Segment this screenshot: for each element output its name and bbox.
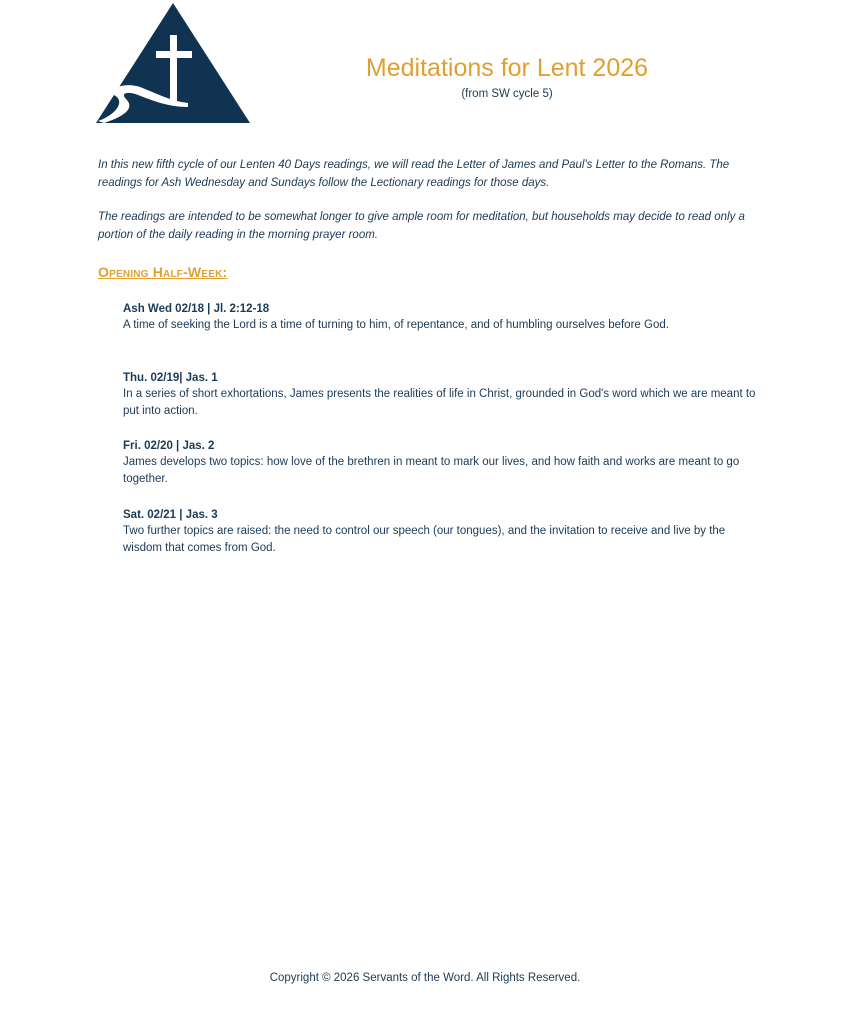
reading-description: James develops two topics: how love of the brethren in meant to mark our lives, and how faith and works are meant to go together. xyxy=(123,456,740,485)
reading-entry xyxy=(123,438,758,507)
page-title: Meditations for Lent 2026 xyxy=(365,54,649,82)
reading-entry xyxy=(123,301,758,370)
section-heading: Opening Half-Week: xyxy=(98,264,228,280)
reading-description: Two further topics are raised: the need to control our speech (our tongues), and the invitation to receive and live by the wisdom that comes from God. xyxy=(123,524,726,554)
page-subtitle: (from SW cycle 5) xyxy=(461,88,553,100)
reading-heading: Fri. 02/20 | Jas. 2 xyxy=(123,440,215,452)
reading-heading: Sat. 02/21 | Jas. 3 xyxy=(123,508,218,521)
reading-entry xyxy=(123,507,758,576)
reading-description: A time of seeking the Lord is a time of turning to him, of repentance, and of humbling ourselves before God. xyxy=(123,319,669,331)
intro-paragraph: In this new fifth cycle of our Lenten 40 Days readings, we will read the Letter of James and Paul's Letter to the Romans. The readings for Ash Wednesday and Sundays follow the Lectionary readings for those days. xyxy=(98,159,730,189)
reading-heading: Ash Wed 02/18 | Jl. 2:12-18 xyxy=(123,303,270,315)
reading-heading: Thu. 02/19| Jas. 1 xyxy=(123,371,218,384)
reading-list xyxy=(123,301,758,575)
intro-paragraph: The readings are intended to be somewhat longer to give ample room for meditation, but households may decide to read only a portion of the daily reading in the morning prayer room. xyxy=(98,211,745,241)
reading-entry xyxy=(123,370,758,439)
copyright-footer: Copyright © 2026 Servants of the Word. All Rights Reserved. xyxy=(269,972,581,984)
logo-icon xyxy=(96,3,250,123)
reading-description: In a series of short exhortations, James presents the realities of life in Christ, grounded in God's word which we are meant to put into action. xyxy=(123,387,756,417)
